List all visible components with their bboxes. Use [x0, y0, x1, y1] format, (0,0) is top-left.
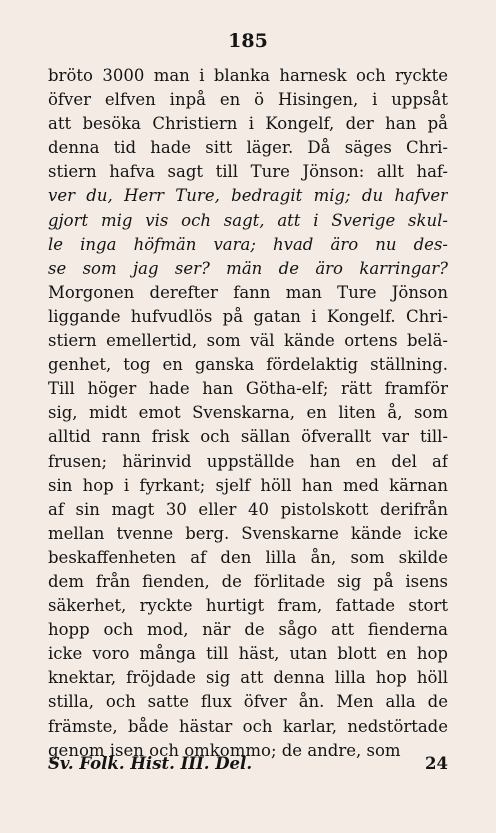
- text-line: denna tid hade sitt läger. Då säges Chri-: [48, 138, 448, 158]
- text-line: le inga höfmän vara; hvad äro nu des-: [48, 234, 448, 254]
- text-line: mellan tvenne berg. Svenskarne kände icke: [48, 523, 448, 543]
- text-line: genhet, tog en ganska fördelaktig ställning.: [48, 355, 448, 375]
- text-line: stiern hafva sagt till Ture Jönson: allt haf-: [48, 162, 448, 182]
- signature-line: [48, 752, 448, 776]
- text-line: dem från fienden, de förlitade sig på isens: [48, 571, 448, 591]
- text-line: sin hop i fyrkant; sjelf höll han med kärnan: [48, 475, 448, 495]
- text-line: liggande hufvudlös på gatan i Kongelf. Chri-: [48, 306, 448, 326]
- text-line: bröto 3000 man i blanka harnesk och ryckte: [48, 66, 448, 85]
- text-line: hopp och mod, när de sågo att fienderna: [48, 620, 448, 640]
- page-number: 185: [228, 30, 268, 52]
- text-line: af sin magt 30 eller 40 pistolskott derifrån: [48, 499, 448, 519]
- text-line: icke voro många till häst, utan blott en hop: [48, 644, 448, 664]
- sheet-number: 24: [425, 754, 448, 773]
- text-line: främste, både hästar och karlar, nedstörtade: [48, 716, 448, 736]
- body-text: [48, 64, 448, 763]
- text-line: sig, midt emot Svenskarna, en liten å, som: [48, 403, 448, 423]
- text-line: alltid rann frisk och sällan öfverallt var till-: [48, 427, 448, 447]
- text-line: öfver elfven inpå en ö Hisingen, i uppsåt: [48, 90, 448, 110]
- text-line: se som jag ser? män de äro karringar?: [48, 258, 448, 278]
- text-line: Till höger hade han Götha-elf; rätt framför: [48, 379, 448, 399]
- text-line: stilla, och satte flux öfver ån. Men alla de: [48, 692, 448, 712]
- text-line: säkerhet, ryckte hurtigt fram, fattade stort: [48, 596, 448, 616]
- text-line: frusen; härinvid uppställde han en del af: [48, 451, 448, 471]
- text-line: ver du, Herr Ture, bedragit mig; du hafver: [48, 186, 448, 206]
- text-line: gjort mig vis och sagt, att i Sverige skul-: [48, 210, 448, 230]
- text-line: genom isen och omkommo; de andre, som: [48, 740, 401, 760]
- text-line: Morgonen derefter fann man Ture Jönson: [48, 282, 448, 302]
- text-line: att besöka Christiern i Kongelf, der han på: [48, 114, 448, 134]
- text-line: beskaffenheten af den lilla ån, som skilde: [48, 547, 448, 567]
- text-line: stiern emellertid, som väl kände ortens belä-: [48, 331, 448, 351]
- text-line: knektar, fröjdade sig att denna lilla hop höll: [48, 668, 448, 688]
- sheet-signature: Sv. Folk. Hist. III. Del.: [48, 754, 253, 773]
